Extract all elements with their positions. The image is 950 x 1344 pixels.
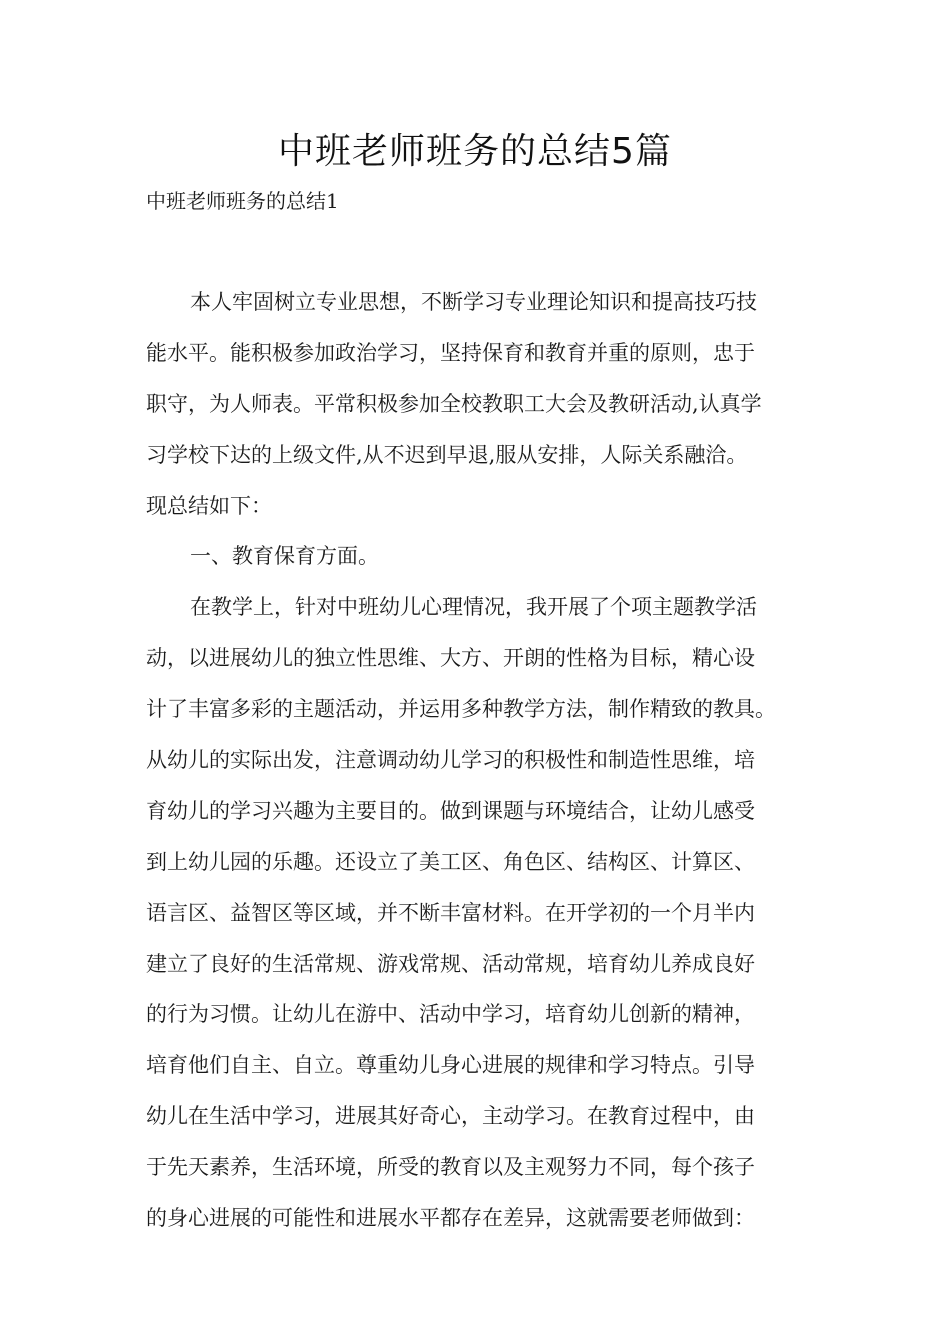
document-title: 中班老师班务的总结5篇 — [278, 131, 672, 172]
paragraph-line: 现总结如下： — [146, 493, 272, 518]
paragraph-line: 习学校下达的上级文件,从不迟到早退,服从安排，人际关系融洽。 — [146, 442, 748, 467]
paragraph-line: 育幼儿的学习兴趣为主要目的。做到课题与环境结合，让幼儿感受 — [146, 798, 755, 823]
section-heading-line: 一、教育保育方面。 — [190, 544, 379, 569]
paragraph-line: 培育他们自主、自立。尊重幼儿身心进展的规律和学习特点。引导 — [146, 1053, 755, 1078]
paragraph-line: 计了丰富多彩的主题活动，并运用多种教学方法，制作精致的教具。 — [146, 697, 776, 722]
paragraph-line: 的身心进展的可能性和进展水平都存在差异，这就需要老师做到： — [146, 1206, 755, 1231]
paragraph-line: 的行为习惯。让幼儿在游中、活动中学习，培育幼儿创新的精神， — [146, 1002, 755, 1027]
paragraph-line: 从幼儿的实际出发，注意调动幼儿学习的积极性和制造性思维，培 — [146, 748, 755, 773]
body-text — [146, 284, 821, 1251]
paragraph-line: 职守，为人师表。平常积极参加全校教职工大会及教研活动,认真学 — [146, 391, 762, 416]
paragraph-line: 本人牢固树立专业思想，不断学习专业理论知识和提高技巧技 — [190, 290, 757, 314]
paragraph-line: 语言区、益智区等区域，并不断丰富材料。在开学初的一个月半内 — [146, 900, 755, 925]
paragraph-line: 建立了良好的生活常规、游戏常规、活动常规，培育幼儿养成良好 — [146, 951, 755, 976]
section-subtitle: 中班老师班务的总结1 — [146, 189, 339, 213]
paragraph-line: 于先天素养，生活环境，所受的教育以及主观努力不同，每个孩子 — [146, 1155, 755, 1180]
paragraph-line: 在教学上，针对中班幼儿心理情况，我开展了个项主题教学活 — [190, 595, 757, 620]
paragraph-line: 能水平。能积极参加政治学习，坚持保育和教育并重的原则，忠于 — [146, 340, 755, 365]
paragraph-line: 动，以进展幼儿的独立性思维、大方、开朗的性格为目标，精心设 — [146, 646, 755, 671]
paragraph-line: 到上幼儿园的乐趣。还设立了美工区、角色区、结构区、计算区、 — [146, 849, 755, 874]
paragraph-line: 幼儿在生活中学习，进展其好奇心，主动学习。在教育过程中，由 — [146, 1104, 755, 1129]
